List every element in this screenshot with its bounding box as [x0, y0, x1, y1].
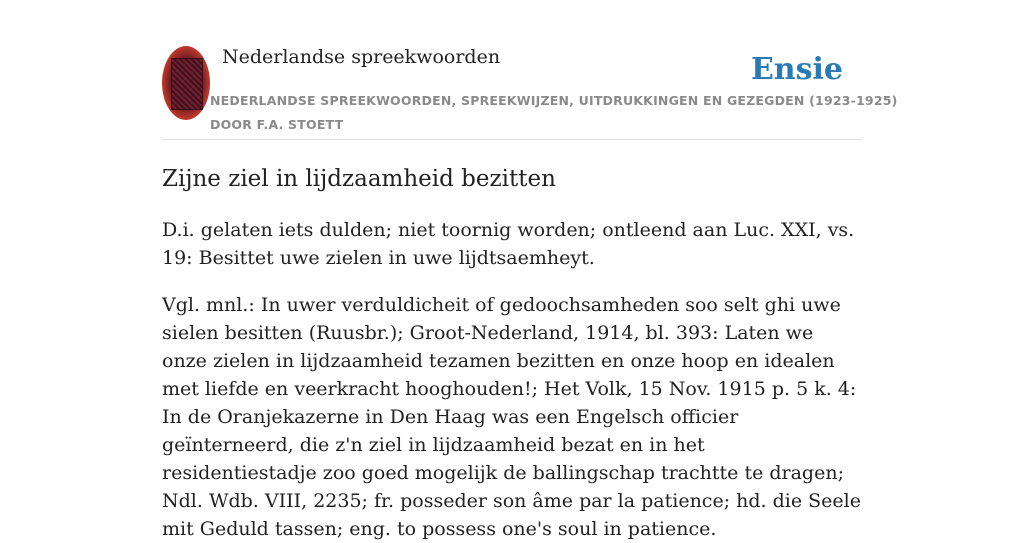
entry-content	[162, 164, 862, 543]
page-header	[162, 44, 898, 140]
site-title[interactable]: Nederlandse spreekwoorden	[222, 46, 501, 68]
book-cover-image[interactable]	[162, 46, 210, 120]
brand-logo[interactable]: Ensie	[750, 52, 843, 87]
book-cover-pattern	[171, 58, 203, 110]
entry-title: Zijne ziel in lijdzaamheid bezitten	[162, 166, 556, 192]
entry-definition: D.i. gelaten iets dulden; niet toornig worden; ontleend aan Luc. XXI, vs. 19: Besittet uwe zielen in uwe lijdtsaemheyt.	[162, 219, 855, 269]
entry-citations: Vgl. mnl.: In uwer verduldicheit of gedoochsamheden soo selt ghi uwe sielen besitten (Ruusbr.); Groot-Nederland, 1914, bl. 393: Laten we onze zielen in lijdzaamheid tezamen bezitten en onze hoop en idealen met liefde en veerkracht hooghouden!; Het Volk, 15 Nov. 1915 p. 5 k. 4: In de Oranjekazerne in Den Haag was een Engelsch officier geïnterneerd, die z'n ziel in lijdzaamheid bezat en in het residentiestadje zoo goed mogelijk de ballingschap trachtte te dragen; Ndl. Wdb. VIII, 2235; fr. posseder son âme par la patience; hd. die Seele mit Geduld tassen; eng. to possess one's soul in patience.	[162, 294, 861, 540]
source-title[interactable]: NEDERLANDSE SPREEKWOORDEN, SPREEKWIJZEN, UITDRUKKINGEN EN GEZEGDEN (1923-1925)	[210, 93, 898, 108]
source-author: DOOR F.A. STOETT	[210, 117, 344, 132]
